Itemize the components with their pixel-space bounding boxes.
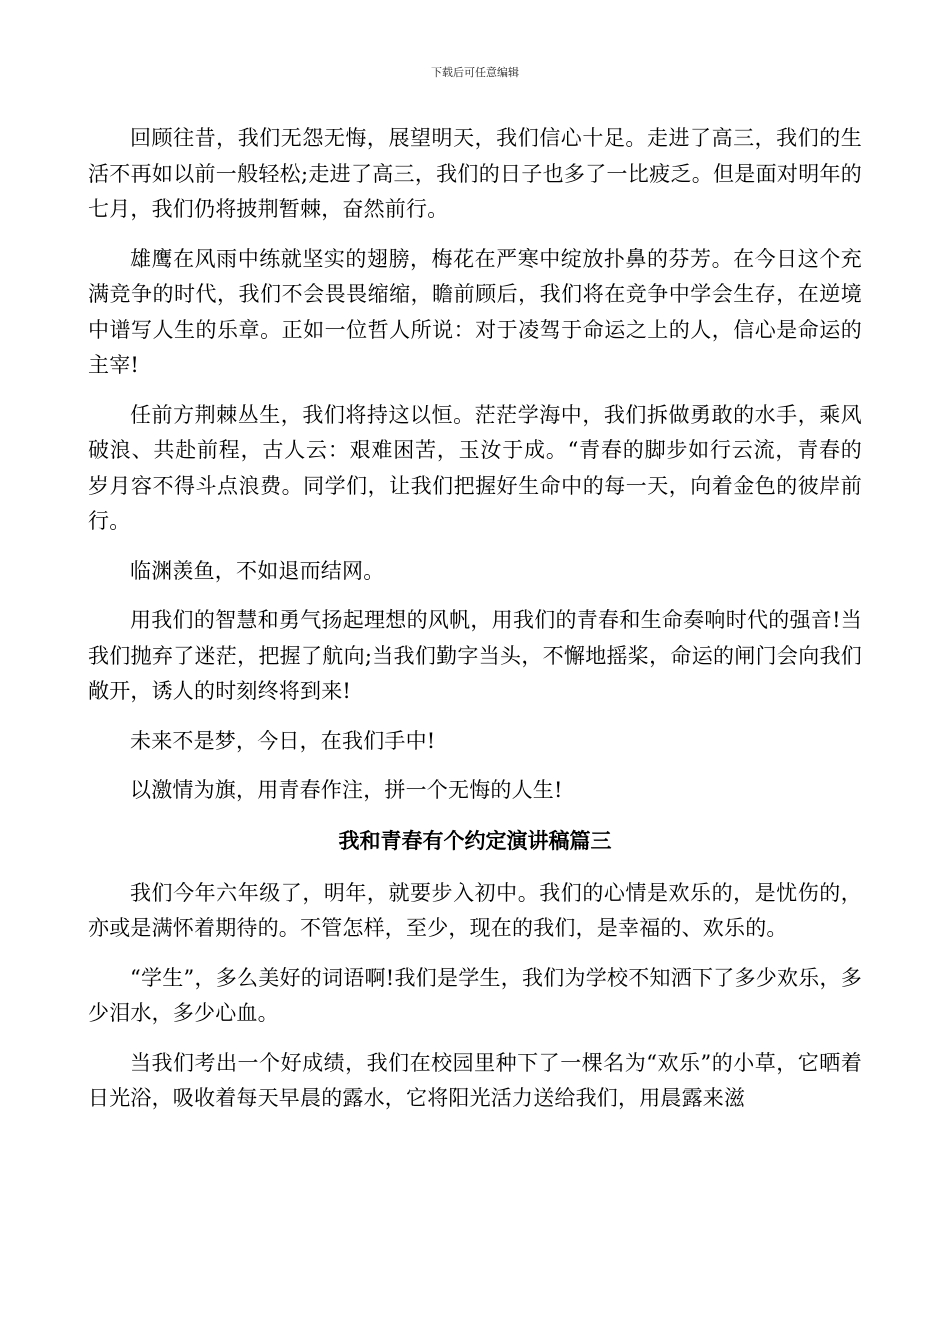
paragraph: 回顾往昔，我们无怨无悔，展望明天，我们信心十足。走进了高三，我们的生活不再如以前一般轻松;走进了高三，我们的日子也多了一比疲乏。但是面对明年的七月，我们仍将披荆暂棘，奋然前行。 <box>88 126 862 221</box>
paragraph: 以激情为旗，用青春作注，拼一个无悔的人生! <box>130 778 563 802</box>
paragraph: 用我们的智慧和勇气扬起理想的风帆，用我们的青春和生命奏响时代的强音!当我们抛弃了迷茫，把握了航向;当我们勤字当头，不懈地摇桨，命运的闸门会向我们敞开，诱人的时刻终将到来! <box>88 608 862 703</box>
paragraph: 我们今年六年级了，明年，就要步入初中。我们的心情是欢乐的，是忧伤的，亦或是满怀着期待的。不管怎样，至少，现在的我们，是幸福的、欢乐的。 <box>88 880 862 940</box>
page-header: 下载后可任意编辑 <box>431 66 519 79</box>
paragraph: 雄鹰在风雨中练就坚实的翅膀，梅花在严寒中绽放扑鼻的芬芳。在今日这个充满竞争的时代，我们不会畏畏缩缩，瞻前顾后，我们将在竞争中学会生存，在逆境中谱写人生的乐章。正如一位哲人所说：对于凌驾于命运之上的人，信心是命运的主宰! <box>88 246 862 377</box>
paragraph: 任前方荆棘丛生，我们将持这以恒。茫茫学海中，我们拆做勇敢的水手，乘风破浪、共赴前程，古人云：艰难困苦，玉汝于成。“青春的脚步如行云流，青春的岁月容不得斗点浪费。同学们，让我们把握好生命中的每一天，向着金色的彼岸前行。 <box>88 402 862 533</box>
paragraph: 未来不是梦，今日，在我们手中! <box>130 728 436 753</box>
section-heading: 我和青春有个约定演讲稿篇三 <box>338 827 612 853</box>
document-body <box>88 121 862 1131</box>
paragraph: 当我们考出一个好成绩，我们在校园里种下了一棵名为“欢乐”的小草，它晒着日光浴，吸收着每天早晨的露水，它将阳光活力送给我们，用晨露来滋 <box>88 1050 862 1110</box>
paragraph: 临渊羡鱼，不如退而结网。 <box>130 558 385 583</box>
paragraph: “学生”，多么美好的词语啊!我们是学生，我们为学校不知洒下了多少欢乐，多少泪水，多少心血。 <box>88 965 862 1025</box>
